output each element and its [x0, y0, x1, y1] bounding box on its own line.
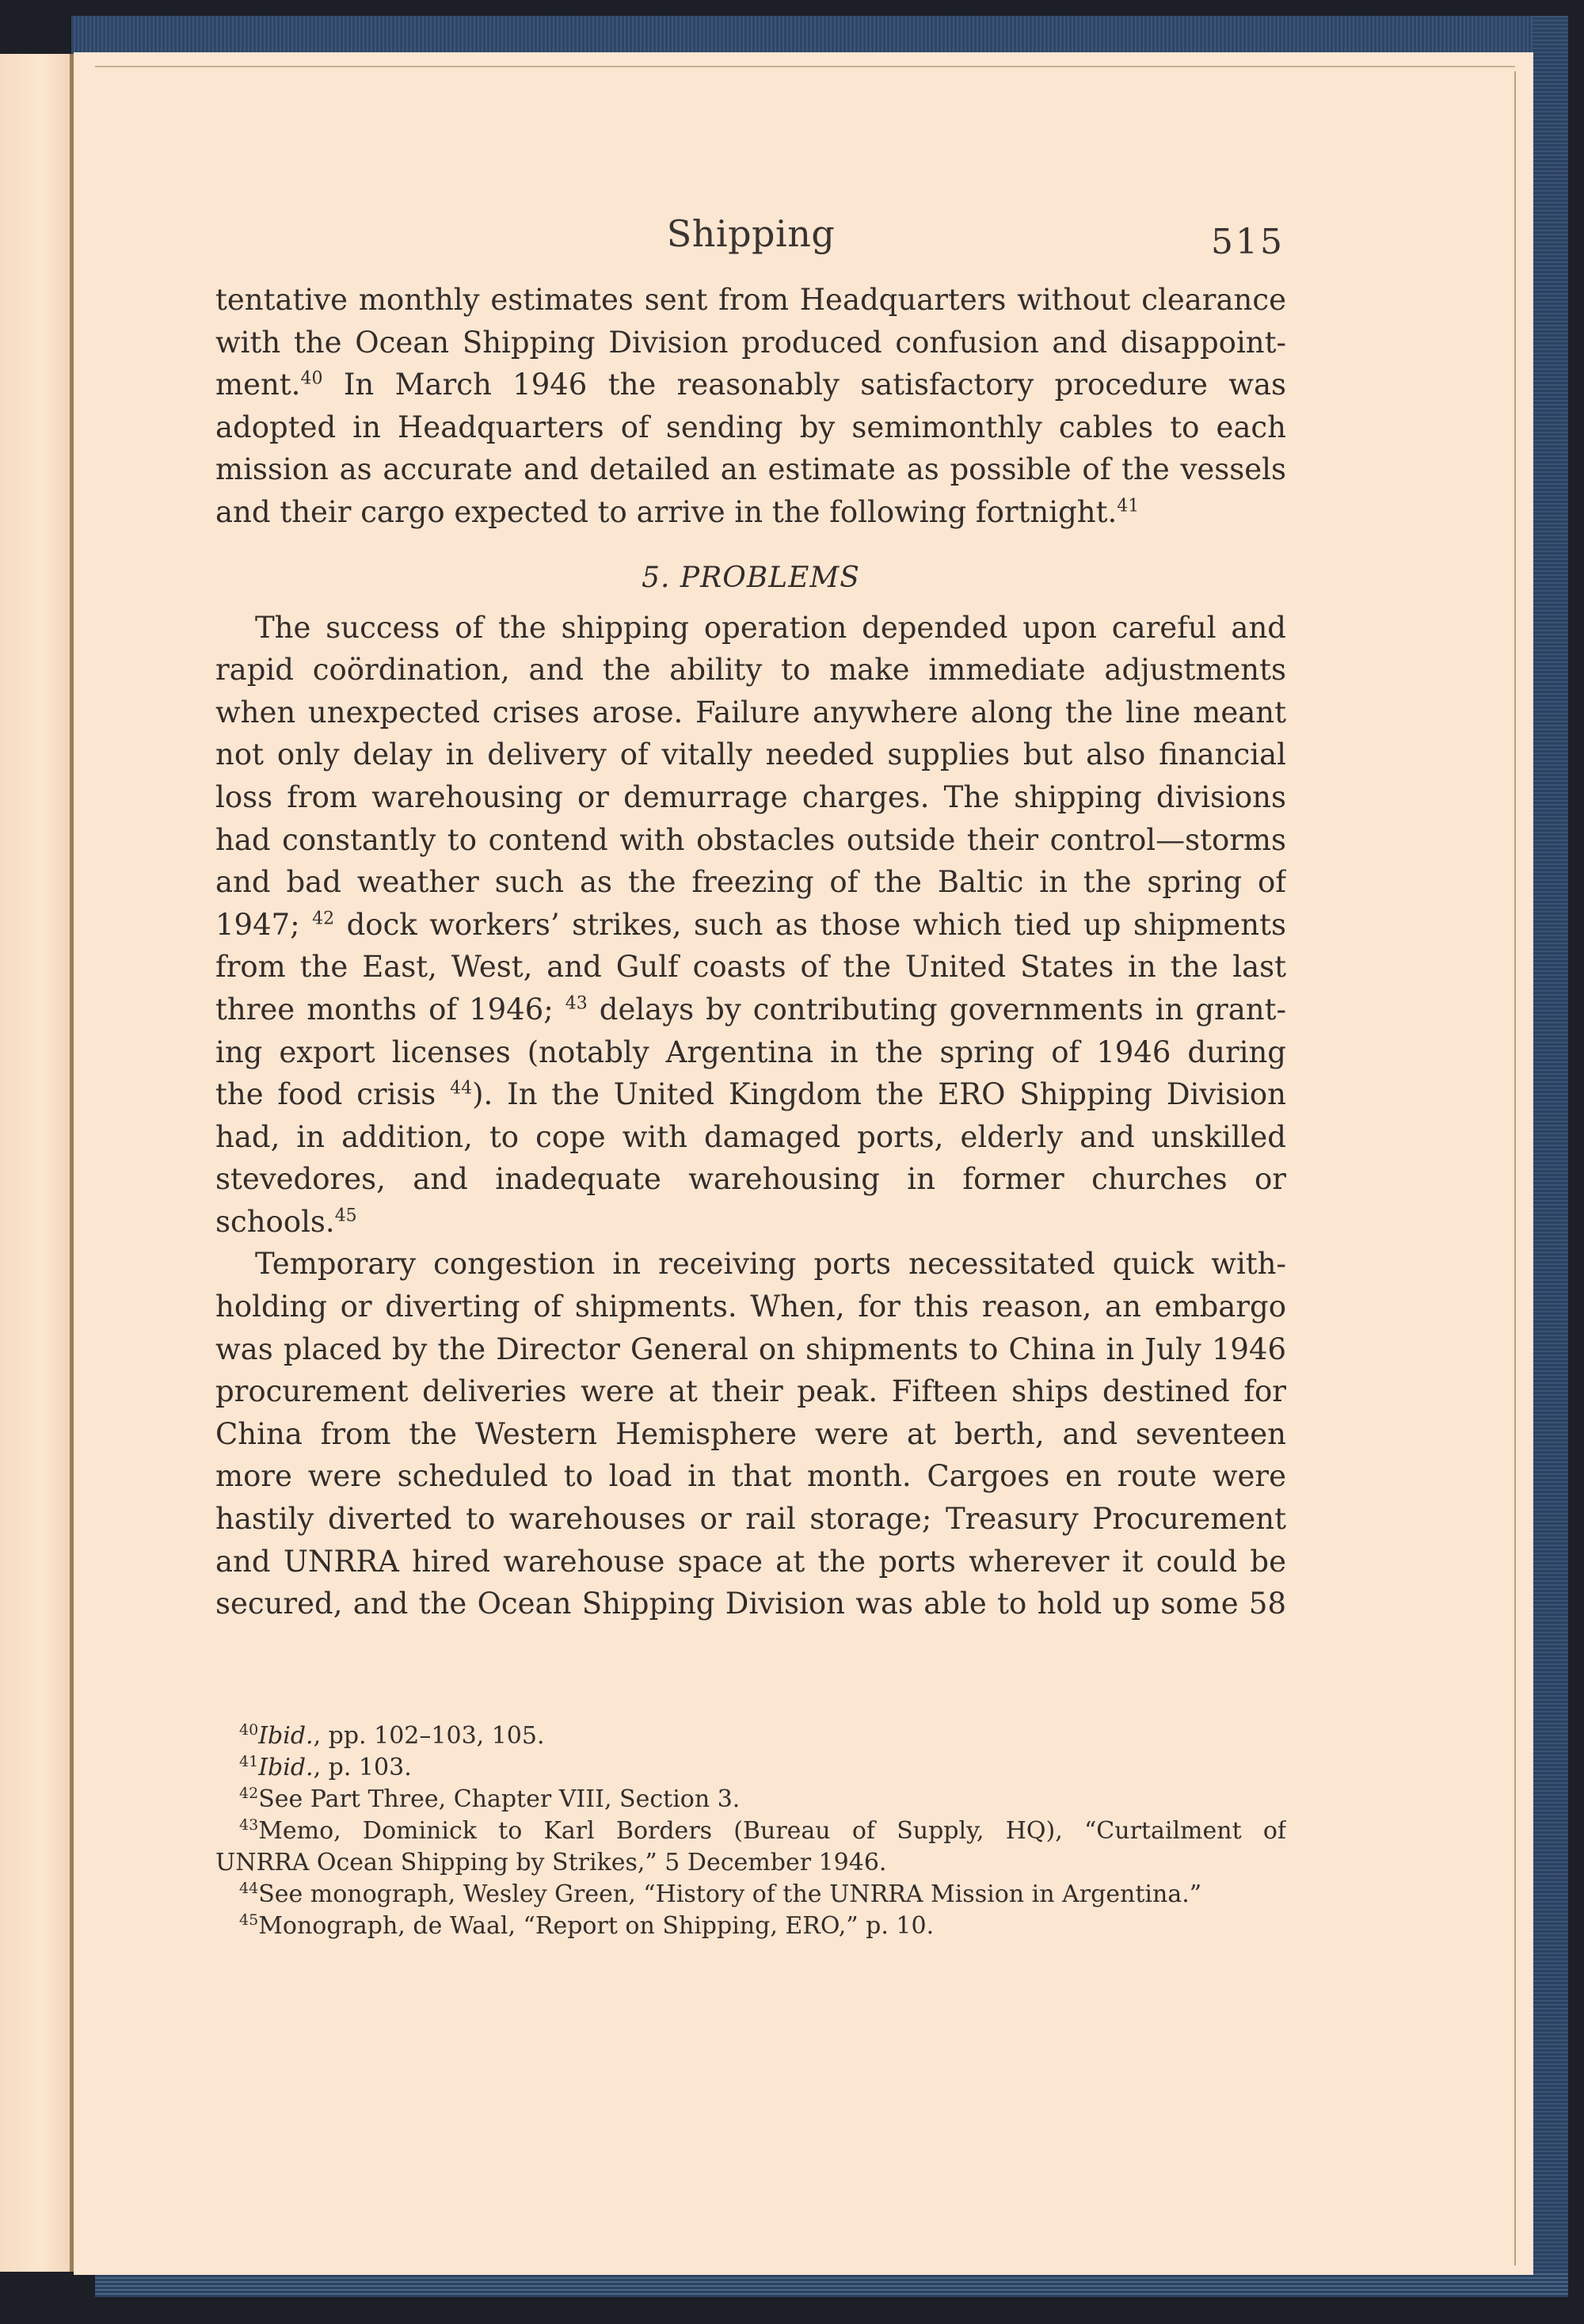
footnote-ref[interactable]: 41: [1117, 496, 1140, 516]
text-line: adopted in Headquarters of sending by semimonthly cables to each: [215, 410, 1286, 444]
text-line: holding or diverting of shipments. When, for this reason, an embargo: [215, 1290, 1286, 1324]
text-line: procurement deliveries were at their peak. Fifteen ships destined for: [215, 1374, 1286, 1409]
book-binding-bottom: [95, 2273, 1568, 2297]
text-line: hastily diverted to warehouses or rail storage; Treasury Procurement: [215, 1502, 1286, 1537]
text-line: had, in addition, to cope with damaged ports, elderly and unskilled: [215, 1119, 1286, 1154]
footnotes: [215, 1720, 1286, 1942]
facing-page-edge: [0, 54, 70, 2272]
text-line: was placed by the Director General on shipments to China in July 1946: [215, 1332, 1286, 1366]
body-text: [215, 279, 1286, 1625]
text-line: ing export licenses (notably Argentina in the spring of 1946 during: [215, 1034, 1286, 1069]
text-line: stevedores, and inadequate warehousing in former churches or: [215, 1162, 1286, 1197]
text-line: when unexpected crises arose. Failure anywhere along the line meant: [215, 695, 1286, 730]
footnote-43: $^{43}$Memo, Dominick to Karl Borders (Bureau of Supply, HQ), “Curtailment of: [239, 1816, 1286, 1845]
text-line: tentative monthly estimates sent from Headquarters without clearance: [215, 283, 1286, 317]
footnote-44: $^{44}$See monograph, Wesley Green, “History of the UNRRA Mission in Argentina.”: [239, 1880, 1202, 1908]
footnote-ref[interactable]: 42: [312, 909, 335, 929]
text-line: schools.$^{45}$: [215, 1204, 357, 1239]
text-line: mission as accurate and detailed an estimate as possible of the vessels: [215, 452, 1286, 487]
paragraph-2: [215, 607, 1286, 1244]
text-line: 1947; $^{42}$ dock workers’ strikes, such as those which tied up shipments: [215, 907, 1286, 942]
book-binding-right: [1533, 16, 1568, 2297]
footnote-40: $^{40}$Ibid., pp. 102–103, 105.: [239, 1721, 545, 1750]
page-top-edge-line: [95, 66, 1515, 67]
text-line: loss from warehousing or demurrage charges. The shipping divisions: [215, 779, 1286, 814]
text-line: three months of 1946; $^{43}$ delays by contributing governments in grant-: [215, 992, 1286, 1027]
text-line: the food crisis $^{44}$). In the United Kingdom the ERO Shipping Division: [215, 1077, 1286, 1112]
footnote-ref[interactable]: 44: [450, 1078, 473, 1099]
section-heading: 5. PROBLEMS: [642, 561, 860, 594]
text-line: and UNRRA hired warehouse space at the ports wherever it could be: [215, 1544, 1286, 1579]
text-line: and bad weather such as the freezing of the Baltic in the spring of: [215, 865, 1286, 900]
text-line: China from the Western Hemisphere were at berth, and seventeen: [215, 1416, 1286, 1451]
footnote-43-continuation: UNRRA Ocean Shipping by Strikes,” 5 December 1946.: [215, 1849, 887, 1876]
running-head: [215, 212, 1286, 268]
page-number: 515: [1211, 222, 1285, 262]
text-line: not only delay in delivery of vitally needed supplies but also financial: [215, 737, 1286, 772]
page-fore-edge-line: [1514, 71, 1516, 2265]
text-line: from the East, West, and Gulf coasts of the United States in the last: [215, 950, 1286, 985]
footnote-41: $^{41}$Ibid., p. 103.: [239, 1753, 412, 1781]
footnote-ref[interactable]: 45: [334, 1206, 357, 1226]
text-line: had constantly to contend with obstacles outside their control—storms: [215, 822, 1286, 857]
paragraph-1: [215, 279, 1286, 534]
text-line: ment.$^{40}$ In March 1946 the reasonably satisfactory procedure was: [215, 368, 1286, 402]
text-line: and their cargo expected to arrive in the following fortnight.$^{41}$: [215, 494, 1140, 529]
footnote-ref[interactable]: 40: [300, 368, 323, 389]
footnote-ref[interactable]: 43: [565, 993, 588, 1014]
text-line: secured, and the Ocean Shipping Division was able to hold up some 58: [215, 1587, 1286, 1621]
text-line: more were scheduled to load in that month. Cargoes en route were: [215, 1459, 1286, 1494]
text-line: with the Ocean Shipping Division produced confusion and disappoint-: [215, 325, 1286, 360]
running-head-title: Shipping: [666, 212, 836, 255]
text-line: Temporary congestion in receiving ports necessitated quick with-: [255, 1247, 1286, 1282]
paragraph-3: [215, 1243, 1286, 1625]
text-line: rapid coördination, and the ability to make immediate adjustments: [215, 653, 1286, 688]
text-line: The success of the shipping operation depended upon careful and: [255, 610, 1286, 645]
footnote-42: $^{42}$See Part Three, Chapter VIII, Section 3.: [239, 1785, 741, 1813]
footnote-45: $^{45}$Monograph, de Waal, “Report on Shipping, ERO,” p. 10.: [239, 1911, 935, 1940]
